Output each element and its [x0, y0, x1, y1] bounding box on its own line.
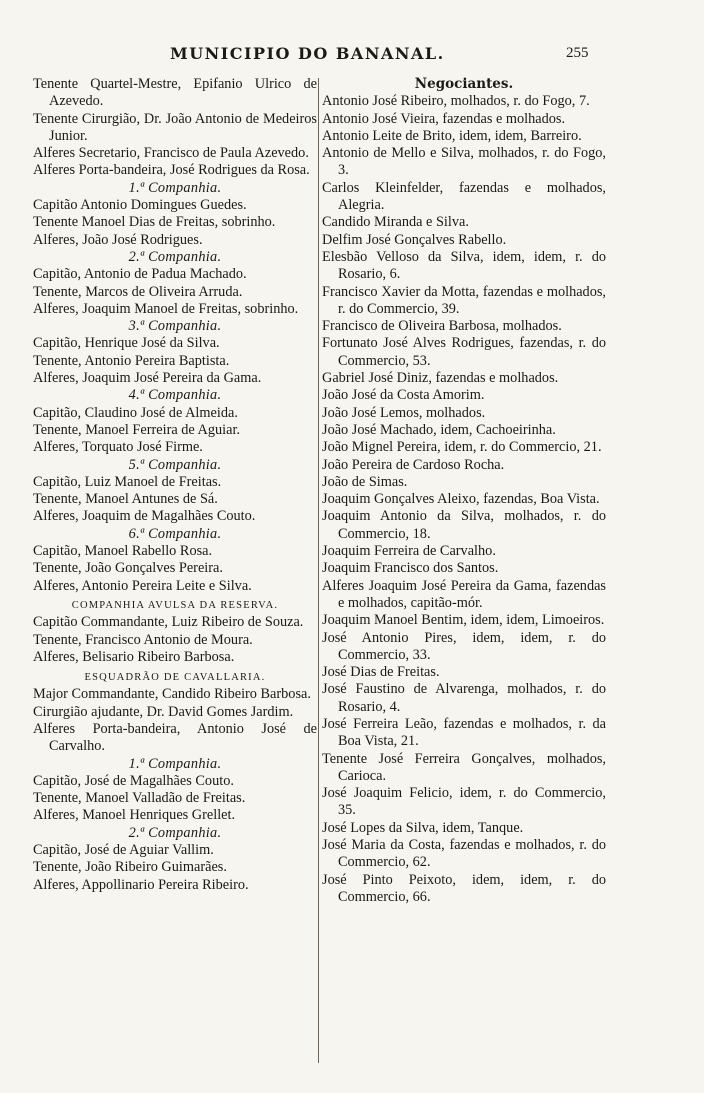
- officer-entry: Alferes, Manoel Henriques Grellet.: [33, 807, 236, 824]
- merchant-entry: Carlos Kleinfelder, fazendas e molhados, Alegria.: [322, 179, 606, 214]
- merchant-entry: Gabriel José Diniz, fazendas e molhados.: [322, 370, 559, 387]
- company-heading: 4.ª Companhia.: [128, 387, 222, 404]
- merchant-entry: Francisco Xavier da Motta, fazendas e molhados, r. do Commercio, 39.: [322, 283, 606, 317]
- merchant-entry: Francisco de Oliveira Barbosa, molhados.: [322, 318, 562, 335]
- officer-entry: Alferes Porta-bandeira, Antonio José de Carvalho.: [33, 720, 317, 755]
- merchant-entry: Elesbão Velloso da Silva, idem, idem, r. do Rosario, 6.: [322, 248, 606, 283]
- company-heading: 1.ª Companhia.: [128, 179, 222, 196]
- officer-entry: Cirurgião ajudante, Dr. David Gomes Jardim.: [33, 703, 294, 720]
- officer-entry: Capitão, Luiz Manoel de Freitas.: [33, 473, 222, 490]
- officer-entry: Tenente, João Ribeiro Guimarães.: [33, 859, 227, 876]
- merchant-entry: Antonio José Ribeiro, molhados, r. do Fogo, 7.: [322, 93, 590, 110]
- officer-entry: Alferes, Appollinario Pereira Ribeiro.: [33, 876, 249, 893]
- page-title: MUNICIPIO DO BANANAL.: [170, 44, 445, 63]
- officer-entry: Alferes, Belisario Ribeiro Barbosa.: [33, 648, 235, 665]
- merchant-entry: Delfim José Gonçalves Rabello.: [322, 231, 507, 248]
- merchant-entry: Joaquim Francisco dos Santos.: [322, 560, 499, 577]
- officer-entry: Alferes Porta-bandeira, José Rodrigues da Rosa.: [33, 162, 310, 179]
- officer-entry: Alferes, João José Rodrigues.: [33, 231, 203, 248]
- merchant-entry: Fortunato José Alves Rodrigues, fazendas, r. do Commercio, 53.: [322, 335, 606, 369]
- officer-entry: Capitão, José de Magalhães Couto.: [33, 772, 234, 789]
- merchant-entry: Alferes Joaquim José Pereira da Gama, fazendas e molhados, capitão-mór.: [322, 577, 606, 611]
- section-heading: Negociantes.: [414, 76, 514, 92]
- company-heading: 2.ª Companhia.: [128, 824, 222, 841]
- officer-entry: Tenente, Francisco Antonio de Moura.: [33, 631, 253, 648]
- officer-entry: Alferes, Antonio Pereira Leite e Silva.: [33, 577, 252, 594]
- column-divider: [318, 78, 319, 1063]
- officer-entry: Alferes, Joaquim Manoel de Freitas, sobrinho.: [33, 300, 299, 317]
- merchant-entry: José Dias de Freitas.: [322, 664, 440, 681]
- merchant-entry: João de Simas.: [322, 473, 408, 490]
- officer-entry: Alferes, Joaquim José Pereira da Gama.: [33, 370, 262, 387]
- merchant-entry: José Faustino de Alvarenga, molhados, r. do Rosario, 4.: [322, 681, 606, 715]
- merchant-entry: José Antonio Pires, idem, idem, r. do Commercio, 33.: [322, 629, 606, 663]
- officer-entry: Tenente, João Gonçalves Pereira.: [33, 560, 223, 577]
- page-number: 255: [566, 45, 589, 61]
- officer-entry: Capitão Commandante, Luiz Ribeiro de Souza.: [33, 614, 304, 631]
- officer-entry: Alferes Secretario, Francisco de Paula Azevedo.: [33, 145, 309, 162]
- officer-entry: Capitão, Manoel Rabello Rosa.: [33, 543, 213, 560]
- right-column: [322, 76, 606, 906]
- officer-entry: Capitão, Claudino José de Almeida.: [33, 404, 238, 421]
- merchant-entry: José Lopes da Silva, idem, Tanque.: [322, 819, 524, 836]
- left-column: [33, 76, 317, 894]
- company-heading: 1.ª Companhia.: [128, 755, 222, 772]
- officer-entry: Capitão, Antonio de Padua Machado.: [33, 266, 247, 283]
- merchant-entry: José Ferreira Leão, fazendas e molhados, r. da Boa Vista, 21.: [322, 715, 606, 750]
- reserve-heading: COMPANHIA AVULSA DA RESERVA.: [71, 599, 279, 611]
- merchant-entry: Joaquim Ferreira de Carvalho.: [322, 543, 496, 560]
- merchant-entry: Joaquim Manoel Bentim, idem, idem, Limoeiros.: [322, 612, 605, 629]
- officer-entry: Tenente Cirurgião, Dr. João Antonio de Medeiros Junior.: [33, 110, 317, 144]
- merchant-entry: Joaquim Antonio da Silva, molhados, r. do Commercio, 18.: [322, 508, 606, 542]
- merchant-entry: João José Lemos, molhados.: [322, 404, 486, 421]
- page-header: [0, 44, 704, 66]
- merchant-entry: Antonio José Vieira, fazendas e molhados.: [322, 110, 566, 127]
- merchant-entry: João Mignel Pereira, idem, r. do Commercio, 21.: [322, 439, 602, 456]
- merchant-entry: José Pinto Peixoto, idem, idem, r. do Commercio, 66.: [322, 871, 606, 905]
- officer-entry: Major Commandante, Candido Ribeiro Barbosa.: [33, 686, 311, 703]
- officer-entry: Tenente, Manoel Valladão de Freitas.: [33, 790, 246, 807]
- merchant-entry: Joaquim Gonçalves Aleixo, fazendas, Boa Vista.: [322, 491, 600, 508]
- company-heading: 5.ª Companhia.: [128, 456, 222, 473]
- officer-entry: Capitão, José de Aguiar Vallim.: [33, 842, 214, 859]
- officer-entry: Tenente Manoel Dias de Freitas, sobrinho.: [33, 214, 276, 231]
- merchant-entry: Antonio de Mello e Silva, molhados, r. do Fogo, 3.: [322, 145, 606, 179]
- officer-entry: Tenente, Manoel Antunes de Sá.: [33, 491, 218, 508]
- officer-entry: Tenente Quartel-Mestre, Epifanio Ulrico de Azevedo.: [33, 76, 317, 110]
- merchant-entry: João José Machado, idem, Cachoeirinha.: [322, 421, 556, 438]
- merchant-entry: João José da Costa Amorim.: [322, 387, 485, 404]
- officer-entry: Capitão, Henrique José da Silva.: [33, 335, 220, 352]
- cavalry-heading: ESQUADRÃO DE CAVALLARIA.: [84, 672, 266, 684]
- merchant-entry: Antonio Leite de Brito, idem, idem, Barreiro.: [322, 127, 582, 144]
- merchant-entry: Candido Miranda e Silva.: [322, 214, 469, 231]
- company-heading: 6.ª Companhia.: [128, 525, 222, 542]
- officer-entry: Tenente, Antonio Pereira Baptista.: [33, 352, 230, 369]
- company-heading: 3.ª Companhia.: [128, 318, 222, 335]
- merchant-entry: Tenente José Ferreira Gonçalves, molhados, Carioca.: [322, 750, 606, 784]
- officer-entry: Alferes, Torquato José Firme.: [33, 439, 203, 456]
- merchant-entry: João Pereira de Cardoso Rocha.: [322, 456, 505, 473]
- officer-entry: Tenente, Marcos de Oliveira Arruda.: [33, 283, 243, 300]
- officer-entry: Tenente, Manoel Ferreira de Aguiar.: [33, 421, 241, 438]
- merchant-entry: José Maria da Costa, fazendas e molhados, r. do Commercio, 62.: [322, 837, 606, 871]
- merchant-entry: José Joaquim Felicio, idem, r. do Commercio, 35.: [322, 785, 606, 819]
- officer-entry: Alferes, Joaquim de Magalhães Couto.: [33, 508, 256, 525]
- officer-entry: Capitão Antonio Domingues Guedes.: [33, 197, 247, 214]
- company-heading: 2.ª Companhia.: [128, 248, 222, 265]
